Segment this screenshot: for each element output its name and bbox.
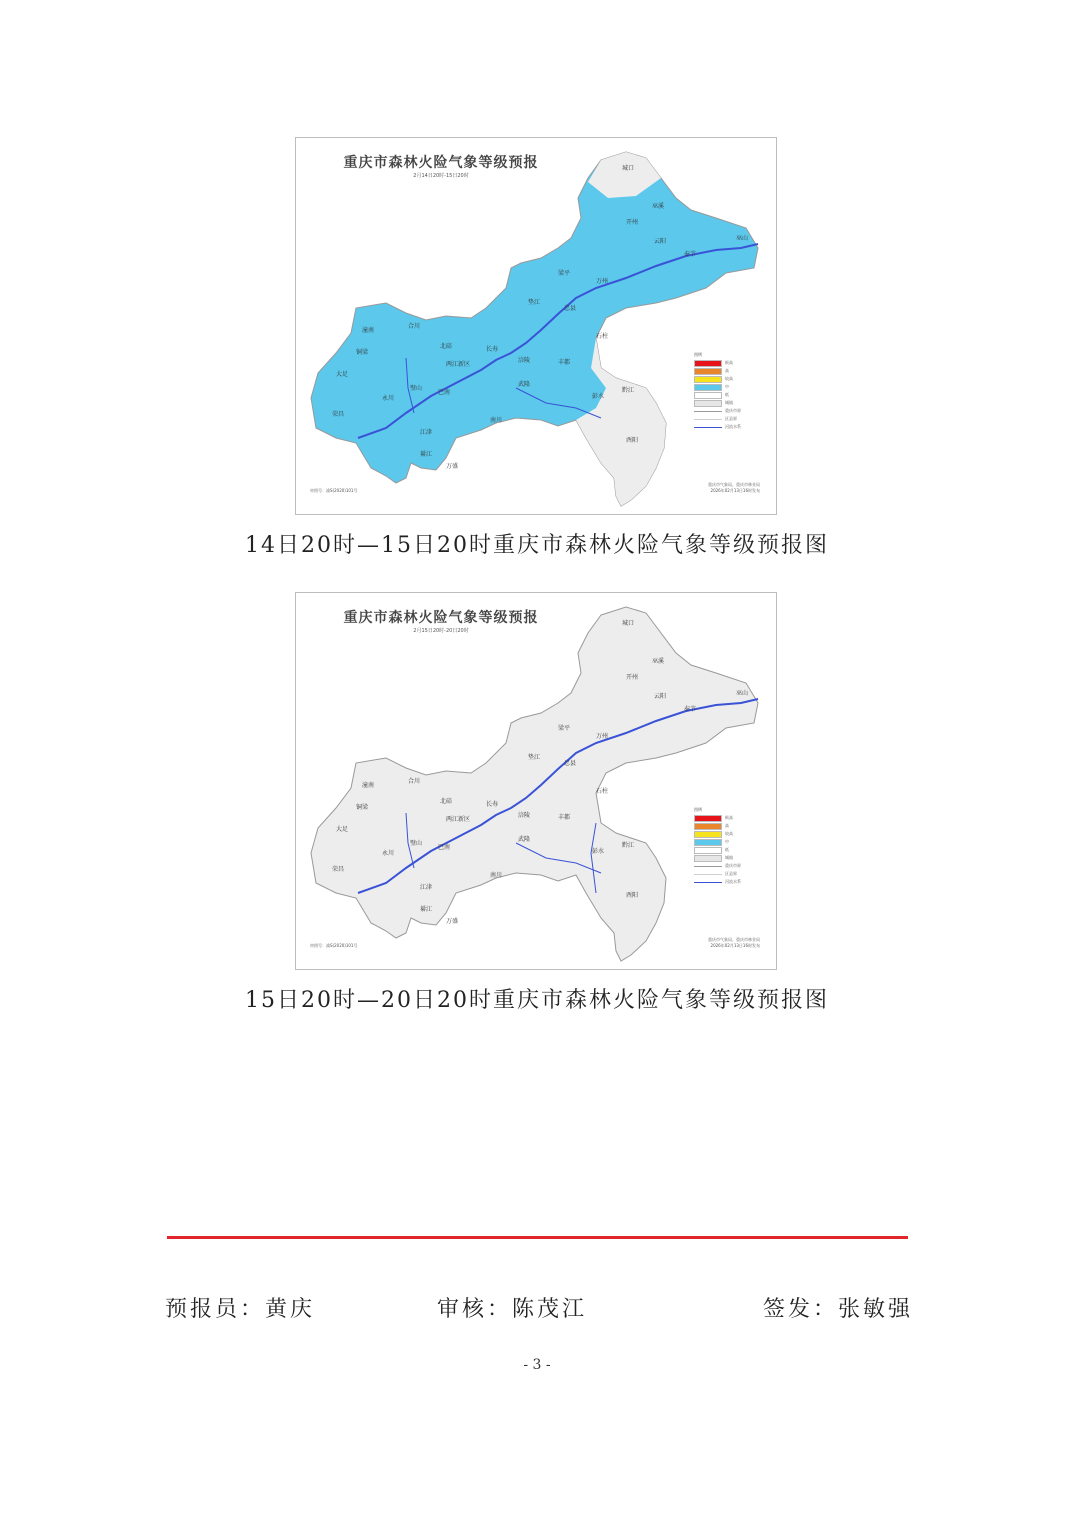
forecast-map-1 — [295, 137, 777, 515]
place-label: 璧山 — [410, 840, 423, 847]
legend-line-sample — [694, 882, 722, 883]
legend-item — [694, 399, 764, 407]
legend-item — [694, 830, 764, 838]
legend-line-item — [694, 407, 764, 415]
place-label: 彭水 — [592, 393, 605, 400]
place-label: 巫山 — [736, 690, 749, 697]
reviewer-signature: 审核：陈茂江 — [437, 1297, 588, 1322]
place-label: 长寿 — [486, 346, 499, 353]
place-label: 云阳 — [654, 238, 667, 245]
place-label: 潼南 — [362, 327, 375, 334]
legend-label: 中 — [725, 384, 729, 389]
place-label: 武隆 — [518, 836, 531, 843]
place-label: 酉阳 — [626, 892, 639, 899]
place-label: 梁平 — [558, 270, 571, 277]
legend-label: 城镇 — [725, 400, 733, 405]
legend-swatch — [694, 847, 722, 854]
place-label: 巴南 — [438, 389, 451, 396]
legend-swatch — [694, 400, 722, 407]
place-label: 大足 — [336, 826, 349, 833]
legend-label: 低 — [725, 392, 729, 397]
legend-label: 极高 — [725, 815, 733, 820]
legend-item — [694, 375, 764, 383]
place-label: 酉阳 — [626, 437, 639, 444]
map-1-graphic — [296, 138, 777, 515]
place-label: 云阳 — [654, 693, 667, 700]
place-label: 彭水 — [592, 848, 605, 855]
place-label: 开州 — [626, 674, 639, 681]
place-label: 万盛 — [446, 918, 459, 925]
legend-item — [694, 391, 764, 399]
place-label: 江津 — [420, 429, 433, 436]
legend-swatch — [694, 839, 722, 846]
place-label: 大足 — [336, 371, 349, 378]
legend-label: 城镇 — [725, 855, 733, 860]
map-subtitle: 2月14日20时-15日20时 — [413, 173, 469, 179]
legend-item — [694, 822, 764, 830]
map-review-number: 审图号：渝S(2020)101号 — [310, 488, 358, 493]
place-label: 巫溪 — [652, 203, 665, 210]
legend-label: 低 — [725, 847, 729, 852]
legend-item — [694, 383, 764, 391]
legend-line-sample — [694, 427, 722, 428]
place-label: 綦江 — [420, 451, 433, 458]
place-label: 城口 — [622, 165, 635, 172]
place-label: 南川 — [490, 417, 503, 424]
legend-swatch — [694, 368, 722, 375]
place-label: 长寿 — [486, 801, 499, 808]
place-label: 开州 — [626, 219, 639, 226]
place-label: 北碚 — [440, 798, 453, 805]
legend-swatch — [694, 831, 722, 838]
place-label: 丰都 — [558, 814, 571, 821]
place-label: 南川 — [490, 872, 503, 879]
legend-line-item — [694, 862, 764, 870]
place-label: 北碚 — [440, 343, 453, 350]
figure-caption-2: 15日20时—20日20时重庆市森林火险气象等级预报图 — [245, 988, 829, 1013]
place-label: 荣昌 — [332, 411, 345, 418]
place-label: 黔江 — [622, 842, 635, 849]
legend-swatch — [694, 360, 722, 367]
place-label: 涪陵 — [518, 812, 531, 819]
place-label: 涪陵 — [518, 357, 531, 364]
legend-label: 重庆市界 — [725, 408, 741, 413]
issuer-line-2: 2026年02月13日16时发布 — [710, 943, 760, 948]
chongqing-region-shape — [311, 152, 758, 506]
legend-label: 较高 — [725, 831, 733, 836]
legend-swatch — [694, 392, 722, 399]
place-label: 忠县 — [564, 760, 577, 767]
legend-label: 较高 — [725, 376, 733, 381]
place-label: 巫溪 — [652, 658, 665, 665]
legend-title: 图例 — [694, 807, 702, 812]
place-label: 万州 — [596, 278, 609, 285]
legend-label: 极高 — [725, 360, 733, 365]
legend-item — [694, 367, 764, 375]
place-label: 合川 — [408, 778, 421, 785]
legend-swatch — [694, 815, 722, 822]
chongqing-region-shape — [311, 607, 758, 961]
place-label: 铜梁 — [356, 349, 369, 356]
legend-label: 河流水系 — [725, 424, 741, 429]
place-label: 万盛 — [446, 463, 459, 470]
place-label: 忠县 — [564, 305, 577, 312]
map-issuer — [708, 937, 760, 949]
legend-line-item — [694, 415, 764, 423]
legend-label: 高 — [725, 368, 729, 373]
map-issuer — [708, 482, 760, 494]
legend-swatch — [694, 855, 722, 862]
legend-label: 区县界 — [725, 416, 737, 421]
place-label: 江津 — [420, 884, 433, 891]
place-label: 丰都 — [558, 359, 571, 366]
forecast-map-2 — [295, 592, 777, 970]
issuer-signature: 签发：张敏强 — [763, 1297, 914, 1322]
place-label: 石柱 — [596, 788, 609, 795]
place-label: 潼南 — [362, 782, 375, 789]
legend-swatch — [694, 384, 722, 391]
map-title: 重庆市森林火险气象等级预报 — [343, 155, 539, 171]
legend-item — [694, 846, 764, 854]
place-label: 石柱 — [596, 333, 609, 340]
place-label: 璧山 — [410, 385, 423, 392]
place-label: 巫山 — [736, 235, 749, 242]
legend-line-item — [694, 870, 764, 878]
place-label: 永川 — [382, 395, 395, 402]
map-legend — [694, 352, 764, 431]
legend-line-sample — [694, 874, 722, 875]
map-2-graphic — [296, 593, 777, 970]
place-label: 奉节 — [684, 706, 697, 713]
map-legend — [694, 807, 764, 886]
red-divider-line — [167, 1236, 908, 1239]
place-label: 荣昌 — [332, 866, 345, 873]
legend-label: 区县界 — [725, 871, 737, 876]
place-label: 永川 — [382, 850, 395, 857]
legend-swatch — [694, 823, 722, 830]
legend-line-item — [694, 878, 764, 886]
place-label: 垫江 — [528, 299, 541, 306]
forecaster-signature: 预报员：黄庆 — [165, 1297, 316, 1322]
legend-line-sample — [694, 419, 722, 420]
legend-swatch — [694, 376, 722, 383]
place-label: 黔江 — [622, 387, 635, 394]
legend-line-sample — [694, 866, 722, 867]
legend-label: 中 — [725, 839, 729, 844]
issuer-line-2: 2026年02月13日16时发布 — [710, 488, 760, 493]
figure-caption-1: 14日20时—15日20时重庆市森林火险气象等级预报图 — [245, 533, 829, 558]
page-number: - 3 - — [523, 1357, 551, 1373]
place-label: 两江新区 — [446, 361, 471, 368]
place-label: 城口 — [622, 620, 635, 627]
place-label: 铜梁 — [356, 804, 369, 811]
legend-items — [694, 359, 764, 431]
place-label: 垫江 — [528, 754, 541, 761]
map-subtitle: 2月15日20时-20日20时 — [413, 628, 469, 634]
legend-items — [694, 814, 764, 886]
map-title: 重庆市森林火险气象等级预报 — [343, 610, 539, 626]
place-label: 綦江 — [420, 906, 433, 913]
legend-item — [694, 838, 764, 846]
legend-line-item — [694, 423, 764, 431]
place-label: 梁平 — [558, 725, 571, 732]
place-label: 武隆 — [518, 381, 531, 388]
legend-title: 图例 — [694, 352, 702, 357]
legend-label: 高 — [725, 823, 729, 828]
legend-label: 河流水系 — [725, 879, 741, 884]
place-label: 巴南 — [438, 844, 451, 851]
place-label: 合川 — [408, 323, 421, 330]
legend-item — [694, 854, 764, 862]
map-review-number: 审图号：渝S(2020)101号 — [310, 943, 358, 948]
legend-item — [694, 814, 764, 822]
place-label: 两江新区 — [446, 816, 471, 823]
issuer-line-1: 重庆市气象局、重庆市林业局 — [708, 937, 760, 942]
place-label: 奉节 — [684, 251, 697, 258]
place-label: 万州 — [596, 733, 609, 740]
legend-line-sample — [694, 411, 722, 412]
issuer-line-1: 重庆市气象局、重庆市林业局 — [708, 482, 760, 487]
legend-label: 重庆市界 — [725, 863, 741, 868]
legend-item — [694, 359, 764, 367]
